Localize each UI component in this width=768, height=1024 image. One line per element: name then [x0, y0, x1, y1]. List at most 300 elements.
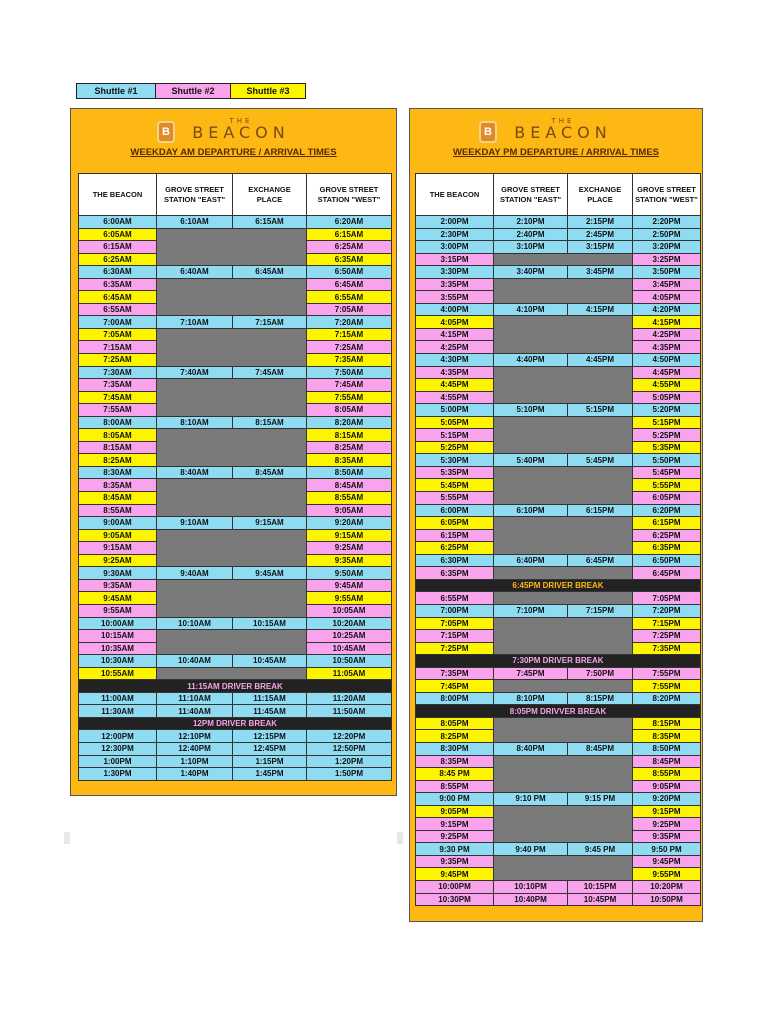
beacon-time: 4:55PM: [416, 391, 494, 404]
exchange-time: 4:15PM: [568, 303, 633, 316]
beacon-time: 9:05PM: [416, 805, 494, 818]
beacon-time: 6:35PM: [416, 567, 494, 580]
beacon-time: 6:55PM: [416, 592, 494, 605]
no-stop-block: [494, 855, 633, 880]
beacon-time: 7:55AM: [79, 404, 157, 417]
table-row: [416, 667, 701, 680]
grove-east-time: 6:40AM: [157, 266, 233, 279]
table-row: [416, 216, 701, 229]
grove-west-time: 6:55AM: [307, 291, 392, 304]
grove-east-time: 6:40PM: [494, 554, 568, 567]
beacon-time: 8:00AM: [79, 416, 157, 429]
grove-west-time: 11:20AM: [307, 692, 392, 705]
grove-east-time: 9:10AM: [157, 517, 233, 530]
grove-west-time: 6:20AM: [307, 216, 392, 229]
grove-east-time: 12:40PM: [157, 742, 233, 755]
table-row: [79, 579, 392, 592]
exchange-time: 8:15AM: [233, 416, 307, 429]
beacon-time: 9:30AM: [79, 567, 157, 580]
beacon-time: 5:30PM: [416, 454, 494, 467]
no-stop-block: [494, 416, 633, 454]
beacon-time: 6:15AM: [79, 241, 157, 254]
grove-west-time: 7:20PM: [633, 604, 701, 617]
driver-break-row: [79, 680, 392, 693]
grove-east-time: 5:10PM: [494, 404, 568, 417]
table-row: [416, 742, 701, 755]
table-row: [416, 880, 701, 893]
table-row: [79, 479, 392, 492]
grove-east-time: 7:40AM: [157, 366, 233, 379]
beacon-time: 3:00PM: [416, 241, 494, 254]
no-stop-block: [494, 316, 633, 354]
table-row: [79, 416, 392, 429]
no-stop-block: [157, 379, 307, 417]
exchange-time: 11:45AM: [233, 705, 307, 718]
no-stop-block: [494, 567, 633, 580]
exchange-time: 5:15PM: [568, 404, 633, 417]
grove-west-time: 9:25PM: [633, 818, 701, 831]
exchange-time: 5:45PM: [568, 454, 633, 467]
grove-west-time: 5:15PM: [633, 416, 701, 429]
grove-west-time: 6:45AM: [307, 278, 392, 291]
beacon-time: 7:15PM: [416, 630, 494, 643]
beacon-time: 6:45AM: [79, 291, 157, 304]
grove-west-time: 5:45PM: [633, 466, 701, 479]
beacon-logo: [71, 119, 396, 145]
beacon-badge-icon: B: [157, 121, 175, 143]
grove-west-time: 5:35PM: [633, 441, 701, 454]
exchange-time: 6:45AM: [233, 266, 307, 279]
grove-west-time: 5:50PM: [633, 454, 701, 467]
beacon-time: 8:30AM: [79, 466, 157, 479]
grove-west-time: 12:50PM: [307, 742, 392, 755]
edge-strip: [64, 832, 70, 844]
table-row: [79, 316, 392, 329]
col-header-grove-east: GROVE STREET STATION "EAST": [494, 174, 568, 216]
legend-shuttle-3: Shuttle #3: [231, 84, 305, 98]
grove-west-time: 6:50PM: [633, 554, 701, 567]
exchange-time: 3:45PM: [568, 266, 633, 279]
grove-west-time: 11:50AM: [307, 705, 392, 718]
beacon-time: 10:55AM: [79, 667, 157, 680]
grove-west-time: 9:50 PM: [633, 843, 701, 856]
table-row: [416, 354, 701, 367]
beacon-time: 6:55AM: [79, 303, 157, 316]
exchange-time: 6:45PM: [568, 554, 633, 567]
no-stop-block: [157, 630, 307, 655]
no-stop-block: [494, 366, 633, 404]
beacon-time: 4:00PM: [416, 303, 494, 316]
beacon-time: 5:05PM: [416, 416, 494, 429]
no-stop-block: [494, 517, 633, 555]
grove-east-time: 8:10AM: [157, 416, 233, 429]
grove-west-time: 4:25PM: [633, 328, 701, 341]
grove-east-time: 9:10 PM: [494, 793, 568, 806]
beacon-time: 9:05AM: [79, 529, 157, 542]
grove-east-time: 10:40PM: [494, 893, 568, 906]
grove-east-time: 11:10AM: [157, 692, 233, 705]
exchange-time: 10:15AM: [233, 617, 307, 630]
table-row: [79, 328, 392, 341]
grove-west-time: 6:50AM: [307, 266, 392, 279]
table-row: [416, 692, 701, 705]
grove-west-time: 4:35PM: [633, 341, 701, 354]
beacon-time: 9:45AM: [79, 592, 157, 605]
grove-east-time: 7:10PM: [494, 604, 568, 617]
grove-west-time: 8:45PM: [633, 755, 701, 768]
col-header-exchange: EXCHANGE PLACE: [568, 174, 633, 216]
exchange-time: 3:15PM: [568, 241, 633, 254]
grove-east-time: 1:10PM: [157, 755, 233, 768]
beacon-time: 7:30AM: [79, 366, 157, 379]
grove-west-time: 4:45PM: [633, 366, 701, 379]
no-stop-block: [494, 592, 633, 605]
beacon-time: 6:00PM: [416, 504, 494, 517]
driver-break-label: 11:15AM DRIVER BREAK: [79, 680, 392, 693]
grove-west-time: 6:15PM: [633, 517, 701, 530]
grove-west-time: 9:05PM: [633, 780, 701, 793]
grove-west-time: 2:50PM: [633, 228, 701, 241]
grove-west-time: 6:35PM: [633, 542, 701, 555]
col-header-exchange: EXCHANGE PLACE: [233, 174, 307, 216]
beacon-time: 9:00AM: [79, 517, 157, 530]
no-stop-block: [494, 805, 633, 843]
beacon-time: 7:05AM: [79, 328, 157, 341]
beacon-time: 9:15AM: [79, 542, 157, 555]
grove-west-time: 9:45AM: [307, 579, 392, 592]
table-row: [416, 504, 701, 517]
logo-the: THE: [551, 117, 575, 125]
legend-shuttle-2: Shuttle #2: [156, 84, 231, 98]
table-row: [79, 379, 392, 392]
table-row: [416, 303, 701, 316]
no-stop-block: [157, 579, 307, 617]
grove-west-time: 7:50AM: [307, 366, 392, 379]
grove-west-time: 3:25PM: [633, 253, 701, 266]
beacon-time: 12:30PM: [79, 742, 157, 755]
no-stop-block: [494, 253, 633, 266]
grove-west-time: 10:20AM: [307, 617, 392, 630]
table-row: [416, 567, 701, 580]
exchange-time: 10:45PM: [568, 893, 633, 906]
table-row: [416, 893, 701, 906]
no-stop-block: [157, 667, 307, 680]
beacon-time: 9:00 PM: [416, 793, 494, 806]
exchange-time: 9:15 PM: [568, 793, 633, 806]
grove-west-time: 9:15AM: [307, 529, 392, 542]
grove-west-time: 6:35AM: [307, 253, 392, 266]
table-row: [416, 404, 701, 417]
beacon-time: 8:55PM: [416, 780, 494, 793]
exchange-time: 2:15PM: [568, 216, 633, 229]
grove-east-time: 6:10PM: [494, 504, 568, 517]
beacon-time: 3:35PM: [416, 278, 494, 291]
grove-west-time: 9:55AM: [307, 592, 392, 605]
table-row: [79, 228, 392, 241]
beacon-time: 6:30AM: [79, 266, 157, 279]
pm-title: WEEKDAY PM DEPARTURE / ARRIVAL TIMES: [452, 147, 660, 158]
beacon-time: 8:25PM: [416, 730, 494, 743]
logo-beacon: BEACON: [192, 123, 290, 142]
table-row: [79, 742, 392, 755]
grove-east-time: 12:10PM: [157, 730, 233, 743]
grove-west-time: 9:20AM: [307, 517, 392, 530]
grove-east-time: 8:40PM: [494, 742, 568, 755]
grove-west-time: 9:35AM: [307, 554, 392, 567]
beacon-time: 9:55AM: [79, 604, 157, 617]
am-schedule-panel: [70, 108, 397, 796]
beacon-time: 8:35AM: [79, 479, 157, 492]
table-row: [79, 466, 392, 479]
table-row: [416, 253, 701, 266]
exchange-time: 9:45 PM: [568, 843, 633, 856]
grove-west-time: 8:05AM: [307, 404, 392, 417]
table-row: [416, 517, 701, 530]
grove-west-time: 9:20PM: [633, 793, 701, 806]
col-header-beacon: THE BEACON: [416, 174, 494, 216]
table-row: [416, 617, 701, 630]
beacon-time: 10:00PM: [416, 880, 494, 893]
beacon-time: 6:05AM: [79, 228, 157, 241]
driver-break-label: 6:45PM DRIVER BREAK: [416, 579, 701, 592]
beacon-time: 8:05AM: [79, 429, 157, 442]
grove-west-time: 8:15AM: [307, 429, 392, 442]
shuttle-legend: [76, 83, 306, 99]
table-row: [79, 755, 392, 768]
table-row: [79, 655, 392, 668]
exchange-time: 7:50PM: [568, 667, 633, 680]
driver-break-row: [79, 717, 392, 730]
exchange-time: 6:15AM: [233, 216, 307, 229]
grove-west-time: 4:20PM: [633, 303, 701, 316]
grove-west-time: 10:25AM: [307, 630, 392, 643]
grove-west-time: 2:20PM: [633, 216, 701, 229]
driver-break-label: 7:30PM DRIVER BREAK: [416, 655, 701, 668]
grove-east-time: 10:10AM: [157, 617, 233, 630]
grove-east-time: 8:10PM: [494, 692, 568, 705]
beacon-time: 9:45PM: [416, 868, 494, 881]
grove-west-time: 4:50PM: [633, 354, 701, 367]
table-row: [416, 592, 701, 605]
exchange-time: 8:15PM: [568, 692, 633, 705]
beacon-time: 10:00AM: [79, 617, 157, 630]
table-row: [416, 604, 701, 617]
beacon-time: 4:35PM: [416, 366, 494, 379]
grove-west-time: 10:20PM: [633, 880, 701, 893]
grove-west-time: 11:05AM: [307, 667, 392, 680]
grove-west-time: 4:05PM: [633, 291, 701, 304]
grove-west-time: 9:50AM: [307, 567, 392, 580]
grove-west-time: 8:55PM: [633, 768, 701, 781]
exchange-time: 9:15AM: [233, 517, 307, 530]
grove-west-time: 8:15PM: [633, 717, 701, 730]
beacon-time: 7:45AM: [79, 391, 157, 404]
driver-break-label: 12PM DRIVER BREAK: [79, 717, 392, 730]
beacon-time: 2:00PM: [416, 216, 494, 229]
no-stop-block: [494, 755, 633, 793]
exchange-time: 6:15PM: [568, 504, 633, 517]
table-row: [416, 278, 701, 291]
grove-west-time: 8:45AM: [307, 479, 392, 492]
grove-west-time: 8:50PM: [633, 742, 701, 755]
grove-west-time: 7:05AM: [307, 303, 392, 316]
table-row: [416, 266, 701, 279]
grove-west-time: 5:25PM: [633, 429, 701, 442]
table-row: [416, 717, 701, 730]
beacon-time: 6:30PM: [416, 554, 494, 567]
driver-break-row: [416, 705, 701, 718]
table-row: [79, 630, 392, 643]
exchange-time: 2:45PM: [568, 228, 633, 241]
table-row: [416, 316, 701, 329]
table-row: [79, 692, 392, 705]
grove-west-time: 6:45PM: [633, 567, 701, 580]
table-row: [416, 793, 701, 806]
beacon-time: 6:35AM: [79, 278, 157, 291]
grove-east-time: 8:40AM: [157, 466, 233, 479]
beacon-time: 5:00PM: [416, 404, 494, 417]
beacon-time: 7:05PM: [416, 617, 494, 630]
exchange-time: 7:15AM: [233, 316, 307, 329]
exchange-time: 7:15PM: [568, 604, 633, 617]
table-row: [79, 730, 392, 743]
no-stop-block: [157, 278, 307, 316]
grove-west-time: 9:15PM: [633, 805, 701, 818]
grove-west-time: 6:25PM: [633, 529, 701, 542]
beacon-time: 9:15PM: [416, 818, 494, 831]
grove-west-time: 7:15AM: [307, 328, 392, 341]
grove-west-time: 8:25AM: [307, 441, 392, 454]
no-stop-block: [157, 228, 307, 266]
col-header-grove-west: GROVE STREET STATION "WEST": [307, 174, 392, 216]
grove-east-time: 9:40 PM: [494, 843, 568, 856]
grove-west-time: 7:05PM: [633, 592, 701, 605]
beacon-time: 7:25PM: [416, 642, 494, 655]
grove-east-time: 3:10PM: [494, 241, 568, 254]
beacon-time: 9:35AM: [79, 579, 157, 592]
beacon-time: 7:45PM: [416, 680, 494, 693]
exchange-time: 4:45PM: [568, 354, 633, 367]
table-row: [79, 517, 392, 530]
table-row: [79, 278, 392, 291]
exchange-time: 12:15PM: [233, 730, 307, 743]
grove-west-time: 8:50AM: [307, 466, 392, 479]
grove-east-time: 4:10PM: [494, 303, 568, 316]
no-stop-block: [494, 617, 633, 655]
no-stop-block: [494, 717, 633, 742]
legend-shuttle-1: Shuttle #1: [77, 84, 156, 98]
grove-west-time: 5:20PM: [633, 404, 701, 417]
beacon-time: 8:55AM: [79, 504, 157, 517]
grove-west-time: 8:35AM: [307, 454, 392, 467]
grove-west-time: 12:20PM: [307, 730, 392, 743]
beacon-time: 11:00AM: [79, 692, 157, 705]
table-row: [79, 366, 392, 379]
beacon-time: 5:45PM: [416, 479, 494, 492]
beacon-time: 7:35AM: [79, 379, 157, 392]
grove-west-time: 4:15PM: [633, 316, 701, 329]
grove-west-time: 1:20PM: [307, 755, 392, 768]
no-stop-block: [494, 466, 633, 504]
grove-west-time: 7:45AM: [307, 379, 392, 392]
table-row: [416, 805, 701, 818]
grove-west-time: 7:55PM: [633, 680, 701, 693]
table-row: [416, 843, 701, 856]
beacon-time: 3:15PM: [416, 253, 494, 266]
table-row: [416, 855, 701, 868]
grove-east-time: 7:10AM: [157, 316, 233, 329]
table-row: [416, 366, 701, 379]
beacon-time: 7:00AM: [79, 316, 157, 329]
table-row: [79, 216, 392, 229]
beacon-time: 8:25AM: [79, 454, 157, 467]
beacon-time: 9:25PM: [416, 830, 494, 843]
grove-east-time: 1:40PM: [157, 768, 233, 781]
grove-west-time: 9:45PM: [633, 855, 701, 868]
exchange-time: 12:45PM: [233, 742, 307, 755]
grove-west-time: 10:50AM: [307, 655, 392, 668]
grove-east-time: 5:40PM: [494, 454, 568, 467]
grove-west-time: 6:05PM: [633, 492, 701, 505]
beacon-time: 8:30PM: [416, 742, 494, 755]
beacon-time: 8:00PM: [416, 692, 494, 705]
beacon-time: 4:15PM: [416, 328, 494, 341]
grove-west-time: 3:45PM: [633, 278, 701, 291]
table-row: [79, 667, 392, 680]
no-stop-block: [494, 680, 633, 693]
beacon-time: 2:30PM: [416, 228, 494, 241]
am-schedule-table: [78, 173, 392, 781]
table-row: [79, 567, 392, 580]
grove-west-time: 7:35AM: [307, 354, 392, 367]
grove-west-time: 3:20PM: [633, 241, 701, 254]
table-row: [79, 266, 392, 279]
grove-west-time: 10:50PM: [633, 893, 701, 906]
beacon-time: 4:30PM: [416, 354, 494, 367]
table-row: [416, 454, 701, 467]
col-header-beacon: THE BEACON: [79, 174, 157, 216]
beacon-time: 6:25AM: [79, 253, 157, 266]
table-row: [79, 529, 392, 542]
table-row: [416, 466, 701, 479]
beacon-time: 5:25PM: [416, 441, 494, 454]
no-stop-block: [157, 429, 307, 467]
grove-east-time: 10:10PM: [494, 880, 568, 893]
grove-east-time: 4:40PM: [494, 354, 568, 367]
grove-east-time: 10:40AM: [157, 655, 233, 668]
beacon-time: 6:00AM: [79, 216, 157, 229]
beacon-time: 1:00PM: [79, 755, 157, 768]
grove-west-time: 9:05AM: [307, 504, 392, 517]
beacon-time: 4:25PM: [416, 341, 494, 354]
table-row: [416, 680, 701, 693]
exchange-time: 1:15PM: [233, 755, 307, 768]
am-title: WEEKDAY AM DEPARTURE / ARRIVAL TIMES: [130, 147, 337, 158]
exchange-time: 1:45PM: [233, 768, 307, 781]
exchange-time: 9:45AM: [233, 567, 307, 580]
grove-west-time: 7:25PM: [633, 630, 701, 643]
beacon-time: 9:30 PM: [416, 843, 494, 856]
beacon-time: 5:55PM: [416, 492, 494, 505]
beacon-badge-icon: B: [479, 121, 497, 143]
beacon-time: 10:30AM: [79, 655, 157, 668]
beacon-logo: [410, 119, 702, 145]
beacon-time: 4:45PM: [416, 379, 494, 392]
beacon-time: 8:45AM: [79, 492, 157, 505]
no-stop-block: [157, 479, 307, 517]
grove-west-time: 6:15AM: [307, 228, 392, 241]
grove-east-time: 9:40AM: [157, 567, 233, 580]
